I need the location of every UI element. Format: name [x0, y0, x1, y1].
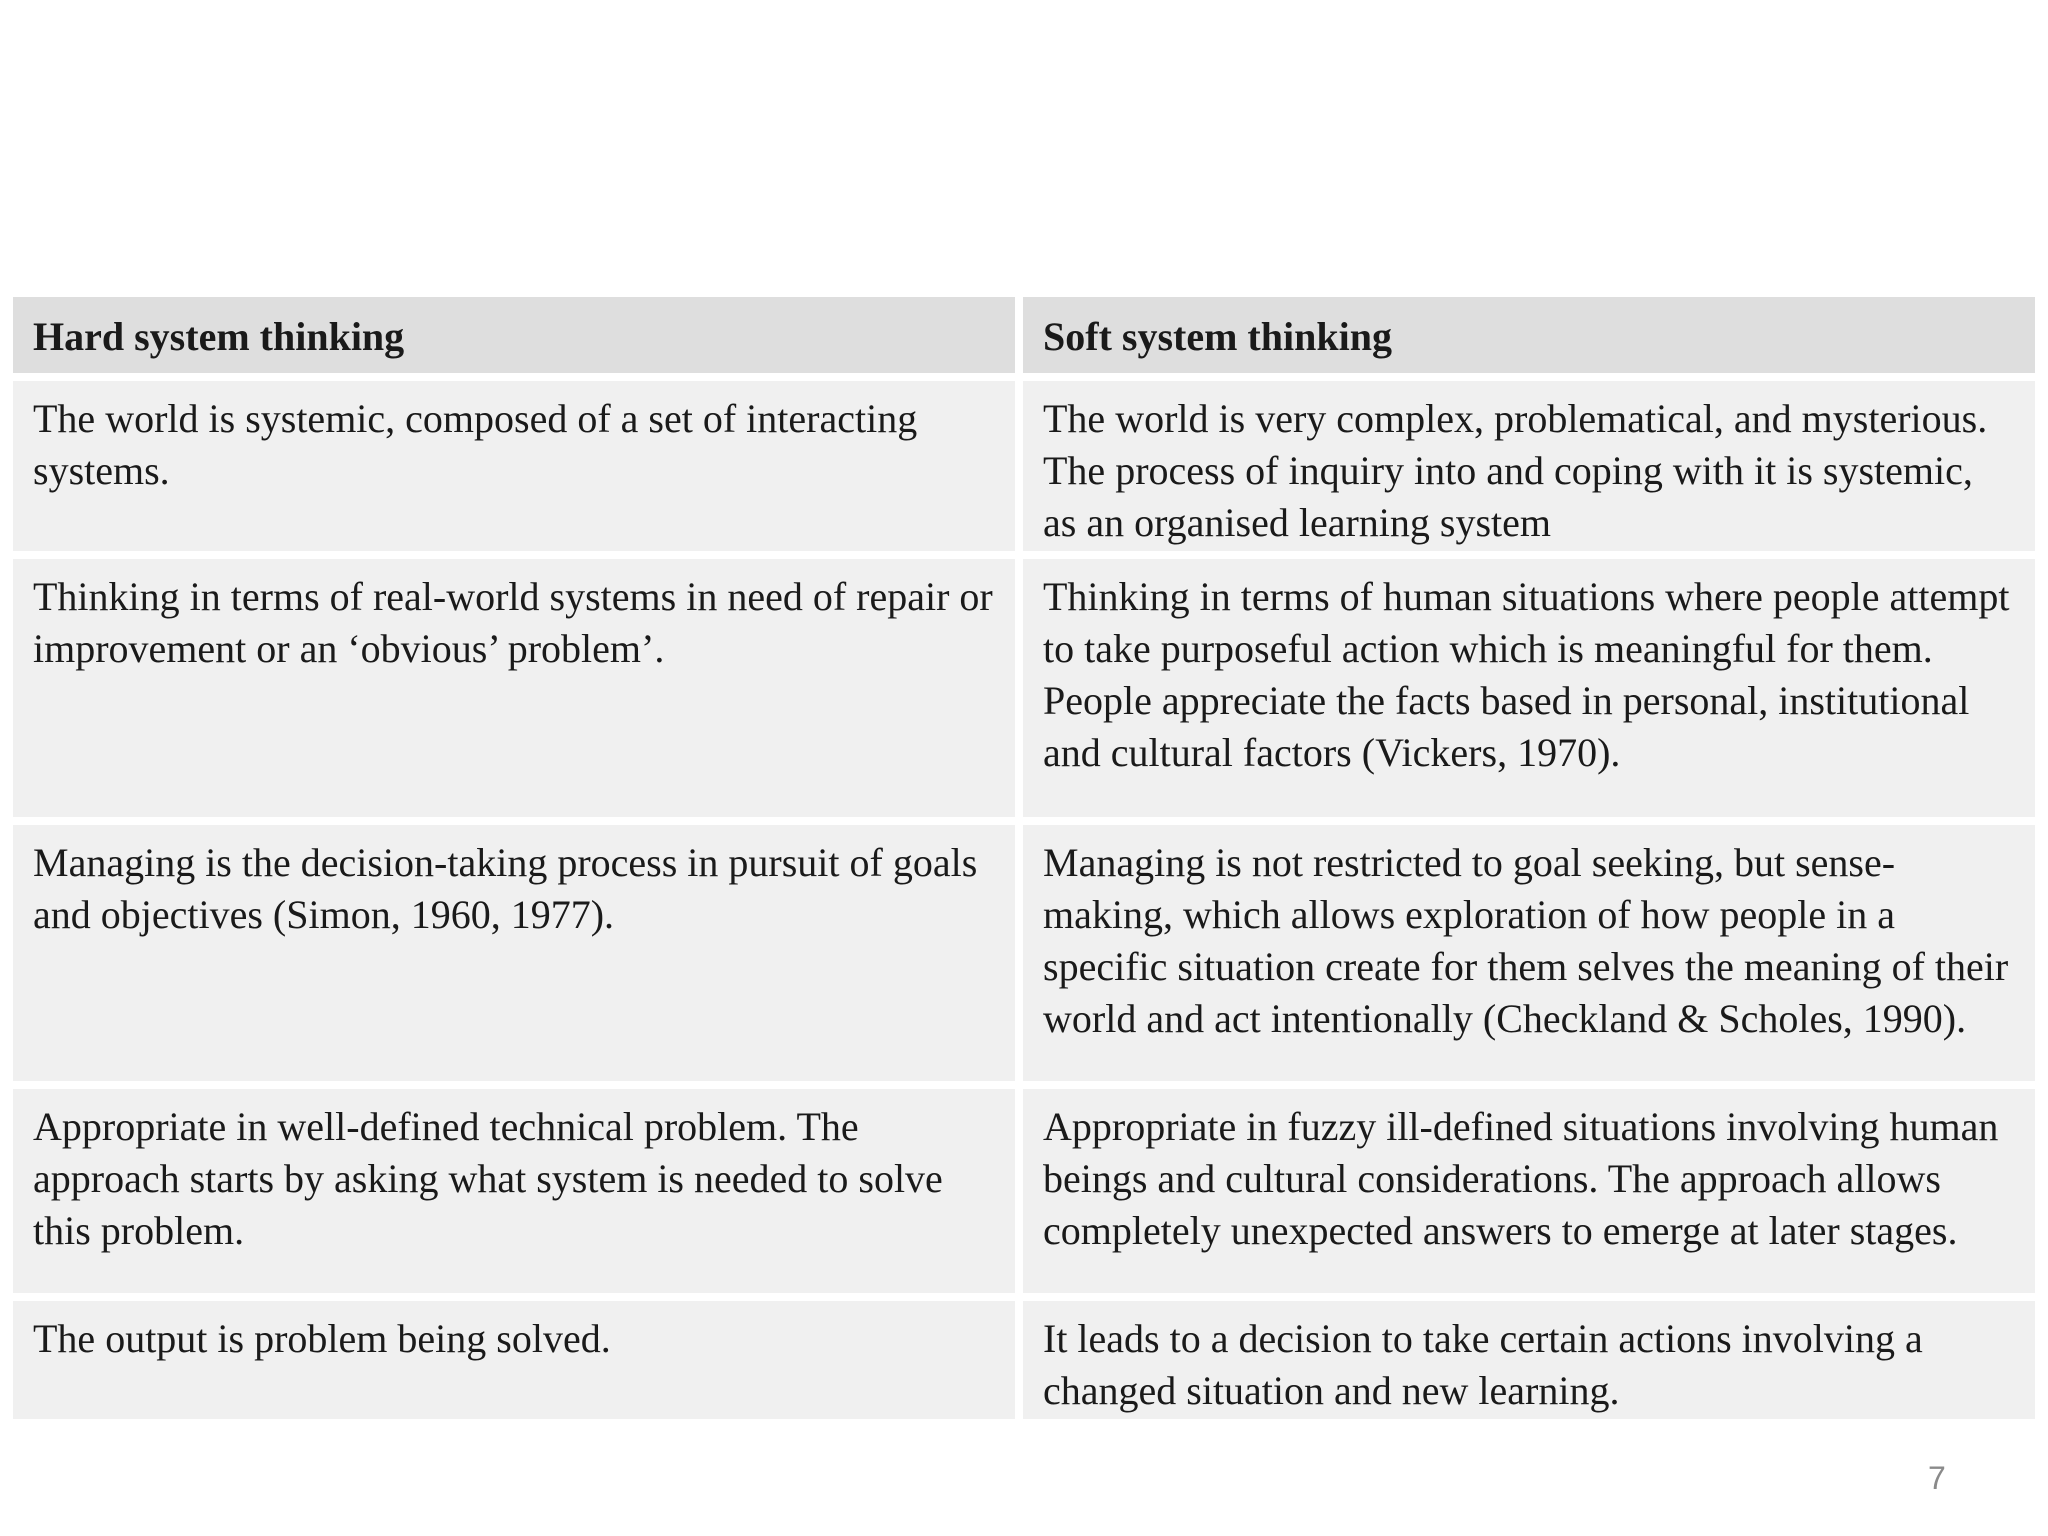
header-hard-system-thinking: Hard system thinking — [13, 297, 1023, 381]
page-number: 7 — [1928, 1460, 1946, 1496]
table-row — [13, 1089, 2035, 1301]
table-cell-hard: Managing is the decision-taking process in pursuit of goals and objectives (Simon, 1960, 1977). — [13, 825, 1023, 1089]
table-cell-soft: The world is very complex, problematical, and mysterious. The process of inquiry into and coping with it is systemic, as an organised learning system — [1023, 381, 2035, 559]
table-cell-hard: The output is problem being solved. — [13, 1301, 1023, 1427]
table-row — [13, 1301, 2035, 1427]
table-cell-hard: Thinking in terms of real-world systems in need of repair or improvement or an ‘obvious’ problem’. — [13, 559, 1023, 825]
table-cell-soft: Managing is not restricted to goal seeking, but sense-making, which allows exploration of how people in a specific situation create for them selves the meaning of their world and act intentionally (Checkland & Scholes, 1990). — [1023, 825, 2035, 1089]
comparison-table — [13, 297, 2035, 1427]
table-cell-hard: Appropriate in well-defined technical problem. The approach starts by asking what system is needed to solve this problem. — [13, 1089, 1023, 1301]
table-row — [13, 825, 2035, 1089]
table-cell-hard: The world is systemic, composed of a set of interacting systems. — [13, 381, 1023, 559]
table-cell-soft: Appropriate in fuzzy ill-defined situations involving human beings and cultural considerations. The approach allows completely unexpected answers to emerge at later stages. — [1023, 1089, 2035, 1301]
table-header-row — [13, 297, 2035, 381]
table-row — [13, 381, 2035, 559]
table-cell-soft: It leads to a decision to take certain actions involving a changed situation and new learning. — [1023, 1301, 2035, 1427]
header-soft-system-thinking: Soft system thinking — [1023, 297, 2035, 381]
table-row — [13, 559, 2035, 825]
table-cell-soft: Thinking in terms of human situations where people attempt to take purposeful action which is meaningful for them. People appreciate the facts based in personal, institutional and cultural factors (Vickers, 1970). — [1023, 559, 2035, 825]
